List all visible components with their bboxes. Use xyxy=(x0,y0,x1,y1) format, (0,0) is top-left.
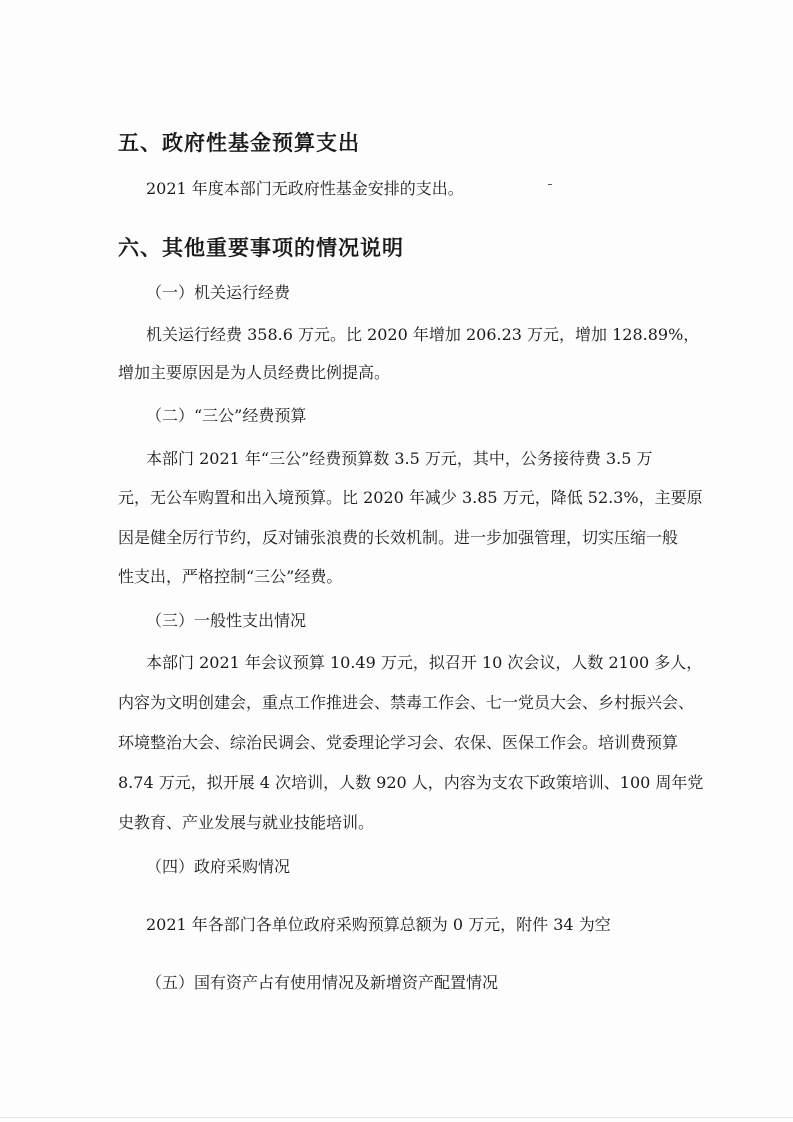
paragraph-line: 本部门 2021 年“三公”经费预算数 3.5 万元，其中，公务接待费 3.5 万 xyxy=(146,449,653,468)
subheading-general-expenditure: （三）一般性支出情况 xyxy=(146,611,307,630)
paragraph-line: 本部门 2021 年会议预算 10.49 万元，拟召开 10 次会议，人数 2100 多人， xyxy=(146,653,703,672)
paragraph-line: 史教育、产业发展与就业技能培训。 xyxy=(118,813,375,832)
subheading-three-public-budget: （二）“三公”经费预算 xyxy=(146,406,307,425)
subheading-operating-costs: （一）机关运行经费 xyxy=(146,283,291,302)
paragraph-line: 因是健全厉行节约，反对铺张浪费的长效机制。进一步加强管理，切实压缩一般 xyxy=(118,528,679,547)
subheading-state-assets: （五）国有资产占有使用情况及新增资产配置情况 xyxy=(146,973,499,992)
paragraph-line: 增加主要原因是为人员经费比例提高。 xyxy=(118,363,391,382)
paragraph-section-5: 2021 年度本部门无政府性基金安排的支出。 xyxy=(146,179,464,198)
paragraph-line: 机关运行经费 358.6 万元。比 2020 年增加 206.23 万元，增加 128.89%， xyxy=(146,325,700,344)
subheading-government-procurement: （四）政府采购情况 xyxy=(146,857,291,876)
scan-edge xyxy=(0,1117,793,1118)
paragraph-line: 环境整治大会、综治民调会、党委理论学习会、农保、医保工作会。培训费预算 xyxy=(118,733,679,752)
paragraph-line: 性支出，严格控制“三公”经费。 xyxy=(118,567,343,586)
heading-section-6: 六、其他重要事项的情况说明 xyxy=(118,236,404,260)
paragraph-line: 元，无公车购置和出入境预算。比 2020 年减少 3.85 万元，降低 52.3%，主要原 xyxy=(118,488,703,507)
paragraph-line: 2021 年各部门各单位政府采购预算总额为 0 万元，附件 34 为空 xyxy=(146,915,611,934)
paragraph-line: 内容为文明创建会，重点工作推进会、禁毒工作会、七一党员大会、乡村振兴会、 xyxy=(118,693,695,712)
heading-section-5: 五、政府性基金预算支出 xyxy=(118,131,360,155)
scan-mark xyxy=(548,184,552,185)
paragraph-line: 8.74 万元，拟开展 4 次培训，人数 920 人，内容为支农下政策培训、100 周年党 xyxy=(118,773,704,792)
